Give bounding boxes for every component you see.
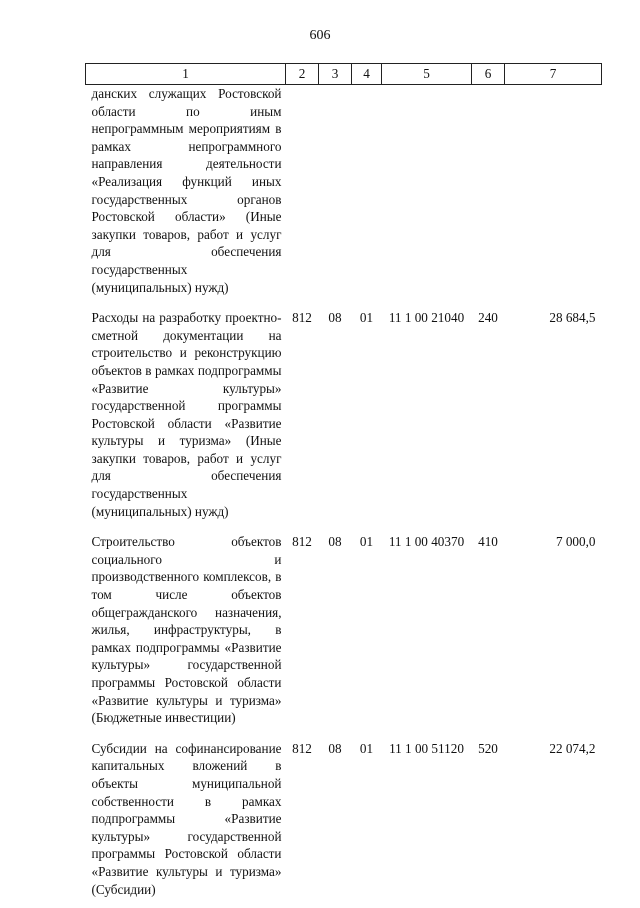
column-number-header bbox=[86, 64, 602, 85]
row-expense-type: 410 bbox=[478, 534, 498, 550]
column-header-6: 6 bbox=[472, 64, 505, 85]
row-description: Строительство объектов социального и производственного комплексов, в том числе объектов общегражданского назначения, жилья, инфраструктуры, в рамках подпрограммы «Развитие культуры» государственной программы Ростовской области «Развитие культуры и туризма» (Бюджетные инвестиции) bbox=[91, 534, 282, 726]
row-description: Расходы на разработку проектно-сметной документации на строительство и реконструкцию объектов в рамках подпрограммы «Развитие культуры» государственной программы Ростовской области «Развитие культуры и туризма» (Иные закупки товаров, работ и услуг для обеспечения государственных (муниципальных) нужд) bbox=[91, 310, 282, 519]
row-target-article: 11 1 00 40370 bbox=[388, 534, 465, 550]
row-section: 08 bbox=[328, 310, 342, 326]
column-header-1: 1 bbox=[86, 64, 286, 85]
row-section: 08 bbox=[328, 534, 342, 550]
table-row bbox=[86, 530, 602, 737]
table-row bbox=[86, 85, 602, 307]
table-row bbox=[86, 737, 602, 908]
column-header-5: 5 bbox=[382, 64, 472, 85]
row-expense-type bbox=[472, 85, 505, 307]
budget-table bbox=[85, 63, 602, 908]
row-target-article bbox=[382, 85, 472, 307]
row-amount: 7 000,0 bbox=[555, 534, 596, 550]
row-description: данских служащих Ростовской области по иным непрограммным мероприятиям в рамках непрограммного направления деятельности «Реализация функций иных государственных органов Ростовской области» (Иные закупки товаров, работ и услуг для обеспечения государственных (муниципальных) нужд) bbox=[91, 86, 282, 295]
page-number: 606 bbox=[309, 28, 331, 43]
row-section bbox=[319, 85, 352, 307]
row-amount: 28 684,5 bbox=[549, 310, 596, 326]
row-description: Субсидии на софинансирование капитальных вложений в объекты муниципальной собственности в рамках подпрограммы «Развитие культуры» государственной программы Ростовской области «Развитие культуры и туризма» (Субсидии) bbox=[91, 740, 282, 897]
column-header-7: 7 bbox=[505, 64, 602, 85]
row-ministry bbox=[286, 85, 319, 307]
row-section: 08 bbox=[328, 740, 342, 756]
row-ministry: 812 bbox=[292, 534, 312, 550]
row-target-article: 11 1 00 51120 bbox=[389, 740, 464, 756]
table-row bbox=[86, 306, 602, 530]
row-ministry: 812 bbox=[292, 740, 312, 756]
row-subsection bbox=[352, 85, 382, 307]
column-header-2: 2 bbox=[286, 64, 319, 85]
column-header-3: 3 bbox=[319, 64, 352, 85]
column-header-4: 4 bbox=[352, 64, 382, 85]
row-expense-type: 520 bbox=[478, 740, 498, 756]
row-subsection: 01 bbox=[359, 310, 374, 326]
row-subsection: 01 bbox=[359, 740, 374, 756]
row-amount: 22 074,2 bbox=[549, 740, 596, 756]
row-expense-type: 240 bbox=[478, 310, 498, 326]
row-ministry: 812 bbox=[292, 310, 312, 326]
row-target-article: 11 1 00 21040 bbox=[388, 310, 465, 326]
row-subsection: 01 bbox=[359, 534, 374, 550]
row-amount bbox=[505, 85, 602, 307]
